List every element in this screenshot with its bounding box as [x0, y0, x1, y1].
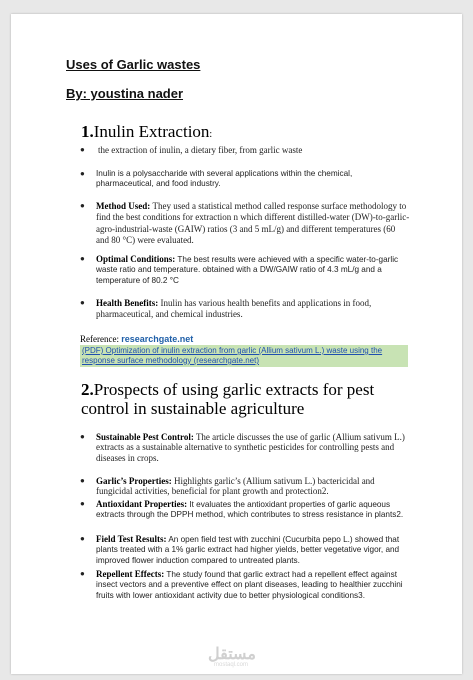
- bullet-text: The article discusses the use of garlic (Allium sativum L.) extracts as a sustainable alternative to synthetic pesticides for controlling pests and diseases in crops.: [96, 432, 405, 463]
- bullet-icon: ●: [80, 169, 85, 178]
- bullet-label: Method Used:: [96, 201, 151, 211]
- bullet-label: Field Test Results:: [96, 534, 167, 544]
- bullet-icon: ●: [80, 569, 85, 578]
- section1-bullet-2: [80, 169, 410, 190]
- section2-heading: [81, 380, 411, 418]
- bullet-text: Inulin has various health benefits and applications in food, pharmaceutical, and chemical industries.: [96, 298, 372, 320]
- bullet-text: An open field test with zucchini (Cucurbita pepo L.) showed that plants treated with a 1% garlic extract had higher yields, better vegetative vigor, and improved flower induction compared to untreated plants.: [96, 535, 400, 565]
- section2-bullet-5: [80, 569, 410, 601]
- section1-bullet-5: [80, 298, 410, 321]
- bullet-text: They used a statistical method called response surface methodology to find the best conditions for extraction n which different distilled-water (DW)-to-garlic-agro-industrial-waste (GAIW) ratios (3 and 5 mL/g) and different temperatures (60 and 80 °C) were evaluated.: [96, 201, 410, 246]
- bullet-icon: ●: [80, 145, 85, 154]
- section1-bullet-3: [80, 201, 410, 247]
- bullet-icon: ●: [80, 201, 85, 210]
- section1-heading-colon: :: [209, 129, 213, 140]
- section2-bullet-4: [80, 534, 410, 566]
- bullet-text: Highlights garlic’s (Allium sativum L.) bactericidal and fungicidal activities, beneficial for plant growth and protection2.: [96, 476, 375, 497]
- bullet-label: Antioxidant Properties:: [96, 499, 188, 509]
- bullet-text: Inulin is a polysaccharide with several applications within the chemical, pharmaceutical, and food industry.: [96, 169, 353, 189]
- bullet-label: Sustainable Pest Control:: [96, 432, 194, 442]
- bullet-text: The best results were achieved with a specific water-to-garlic waste ratio and temperature. obtained with a DW/GAIW ratio of 4.3 mL/g and a temperature of 80.2 °C: [96, 255, 399, 285]
- section1-bullet-1: [80, 145, 410, 155]
- reference-link[interactable]: researchgate.net: [121, 334, 194, 344]
- reference-label: Reference:: [80, 334, 119, 344]
- bullet-icon: ●: [80, 534, 85, 543]
- bullet-icon: ●: [80, 476, 85, 485]
- bullet-text: The study found that garlic extract had a repellent effect against insect vectors and a preventive effect on plant diseases, leading to healthier zucchini fruits with lower antioxidant activity due to better physiological conditions3.: [96, 570, 403, 600]
- section2-bullet-1: [80, 432, 410, 463]
- watermark-logo: مستقل: [208, 646, 256, 663]
- document-title: Uses of Garlic wastes: [66, 57, 201, 72]
- document-author: By: youstina nader: [66, 86, 184, 101]
- section1-heading: [81, 122, 421, 144]
- section1-bullet-4: [80, 254, 410, 286]
- watermark-site: mostaql.com: [214, 662, 249, 668]
- section2-bullet-3: [80, 499, 410, 521]
- section2-bullet-2: [80, 476, 410, 497]
- bullet-label: Optimal Conditions:: [96, 254, 176, 264]
- bullet-icon: ●: [80, 298, 85, 307]
- bullet-icon: ●: [80, 499, 85, 508]
- bullet-text: It evaluates the antioxidant properties of garlic aqueous extracts through the DPPH method, which contributes to stress resistance in plants2.: [96, 500, 404, 520]
- bullet-text: the extraction of inulin, a dietary fiber, from garlic waste: [98, 145, 303, 155]
- reference-line: [80, 334, 193, 344]
- bullet-icon: ●: [80, 432, 85, 441]
- bullet-label: Garlic’s Properties:: [96, 476, 172, 486]
- bullet-label: Health Benefits:: [96, 298, 159, 308]
- document-page: [11, 14, 462, 674]
- section1-number: 1.: [81, 122, 94, 141]
- section2-number: 2.: [81, 380, 94, 399]
- section2-heading-text: Prospects of using garlic extracts for pest control in sustainable agriculture: [81, 380, 375, 418]
- section1-heading-text: Inulin Extraction: [93, 122, 210, 141]
- bullet-icon: ●: [80, 254, 85, 263]
- bullet-label: Repellent Effects:: [96, 569, 165, 579]
- reference-title-link[interactable]: (PDF) Optimization of inulin extraction from garlic (Allium sativum L.) waste using the response surface methodology (researchgate.net): [80, 345, 408, 367]
